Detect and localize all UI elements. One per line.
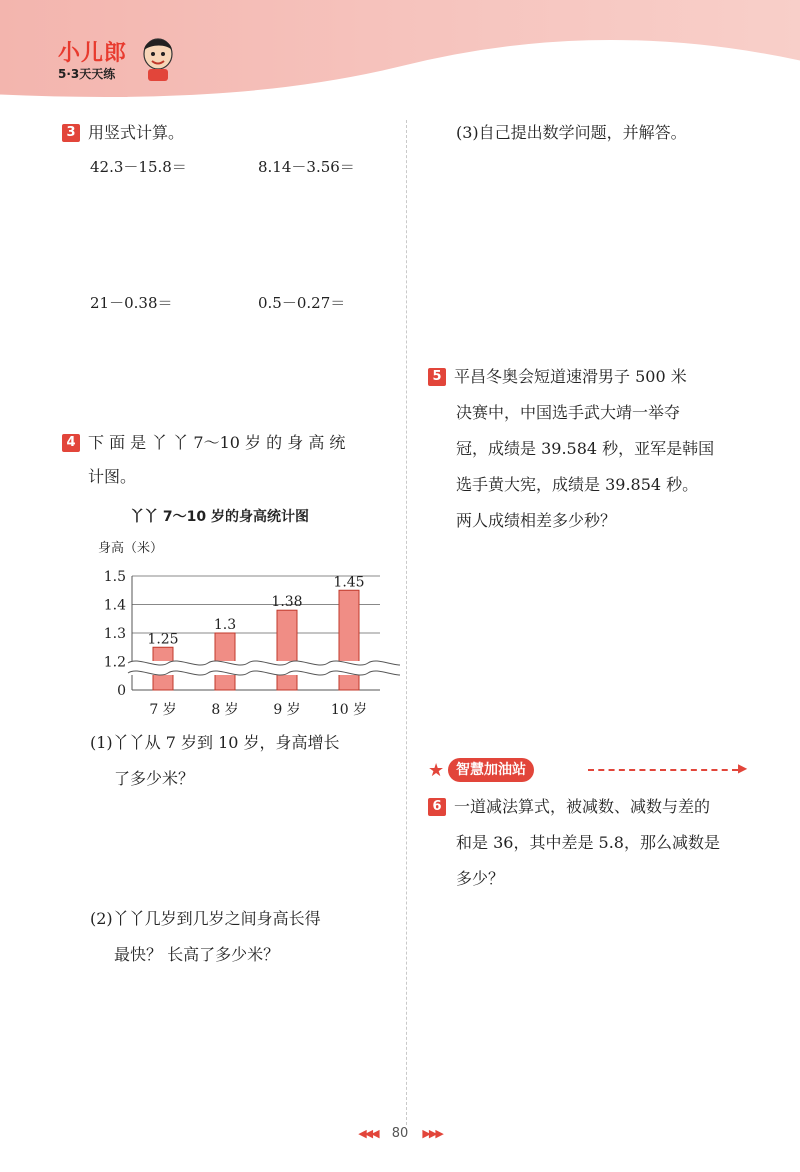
q5-number-badge: 5: [428, 368, 446, 386]
q4-intro-line1: [62, 426, 345, 460]
q4-part1-line1: (1)丫丫从 7 岁到 10 岁，身高增长: [90, 733, 340, 752]
q3-title: [62, 120, 184, 143]
q5-line3: 冠，成绩是 39.584 秒，亚军是韩国: [456, 439, 715, 458]
q5-line1-text: 平昌冬奥会短道速滑男子 500 米: [454, 367, 687, 386]
q6-line1-text: 一道减法算式，被减数、减数与差的: [454, 797, 711, 816]
q6-line3: 多少？: [456, 869, 505, 888]
left-arrows-icon: ◀◀◀: [358, 1127, 378, 1140]
q6-line2: 和是 36，其中差是 5.8，那么减数是: [456, 833, 720, 852]
q4-number-badge: 4: [62, 434, 80, 452]
height-bar-chart: [80, 532, 400, 722]
y-tick-label: 1.3: [103, 626, 126, 642]
q6-line1: [428, 790, 710, 824]
q4-part2-line2: 最快？ 长高了多少米？: [114, 945, 280, 964]
q6-number-badge: 6: [428, 798, 446, 816]
q3-equation-1: 42.3－15.8＝: [90, 158, 187, 176]
bar: [277, 610, 297, 690]
q4-part3: (3)自己提出数学问题，并解答。: [456, 123, 687, 142]
q3-equation-2: 8.14－3.56＝: [258, 158, 355, 176]
banner-dashed-line: [588, 769, 738, 771]
y-tick-label: 0: [117, 683, 126, 699]
bar-value-label: 1.45: [333, 574, 365, 591]
x-tick-label: 10 岁: [330, 702, 368, 718]
q5-line2: 决赛中，中国选手武大靖一举夺: [456, 403, 681, 422]
q3-equation-3: 21－0.38＝: [90, 294, 173, 312]
q3-number-badge: 3: [62, 124, 80, 142]
bar-value-label: 1.38: [271, 594, 303, 611]
y-tick-label: 1.2: [103, 654, 126, 671]
wisdom-station-banner: [428, 758, 753, 782]
brand-logo: 小儿郎: [58, 41, 128, 66]
x-tick-label: 8 岁: [211, 702, 239, 718]
column-divider: [406, 120, 407, 1125]
q5-line5: 两人成绩相差多少秒？: [456, 511, 617, 530]
q4-part2-line1: (2)丫丫几岁到几岁之间身高长得: [90, 909, 321, 928]
chart-y-axis-label: 身高（米）: [98, 541, 164, 556]
page-number: 80: [391, 1126, 409, 1141]
q5-line4: 选手黄大宪，成绩是 39.854 秒。: [456, 475, 699, 494]
bar-value-label: 1.3: [213, 617, 237, 633]
right-arrows-icon: ▶▶▶: [422, 1127, 442, 1140]
bar-value-label: 1.25: [147, 631, 179, 648]
brand-subtitle: 5·3天天练: [58, 67, 116, 81]
q3-equation-4: 0.5－0.27＝: [258, 294, 346, 312]
arrow-right-icon: ▶: [738, 761, 748, 775]
x-tick-label: 9 岁: [273, 702, 301, 718]
q5-line1: [428, 360, 687, 394]
q3-title-text: 用竖式计算。: [88, 123, 185, 142]
q4-intro-text: 下 面 是 丫 丫 7～10 岁 的 身 高 统: [88, 433, 346, 452]
page-footer: [0, 1126, 800, 1141]
chart-title: 丫丫 7～10 岁的身高统计图: [130, 509, 309, 525]
brand: [58, 36, 127, 82]
star-icon: ★: [428, 760, 445, 781]
y-tick-label: 1.5: [103, 569, 126, 585]
y-tick-label: 1.4: [103, 597, 126, 614]
q4-intro-line2: 计图。: [88, 467, 137, 486]
x-tick-label: 7 岁: [149, 702, 177, 718]
q4-part1-line2: 了多少米？: [114, 769, 195, 788]
mascot-icon: [140, 34, 176, 82]
wisdom-station-label: 智慧加油站: [448, 758, 534, 782]
